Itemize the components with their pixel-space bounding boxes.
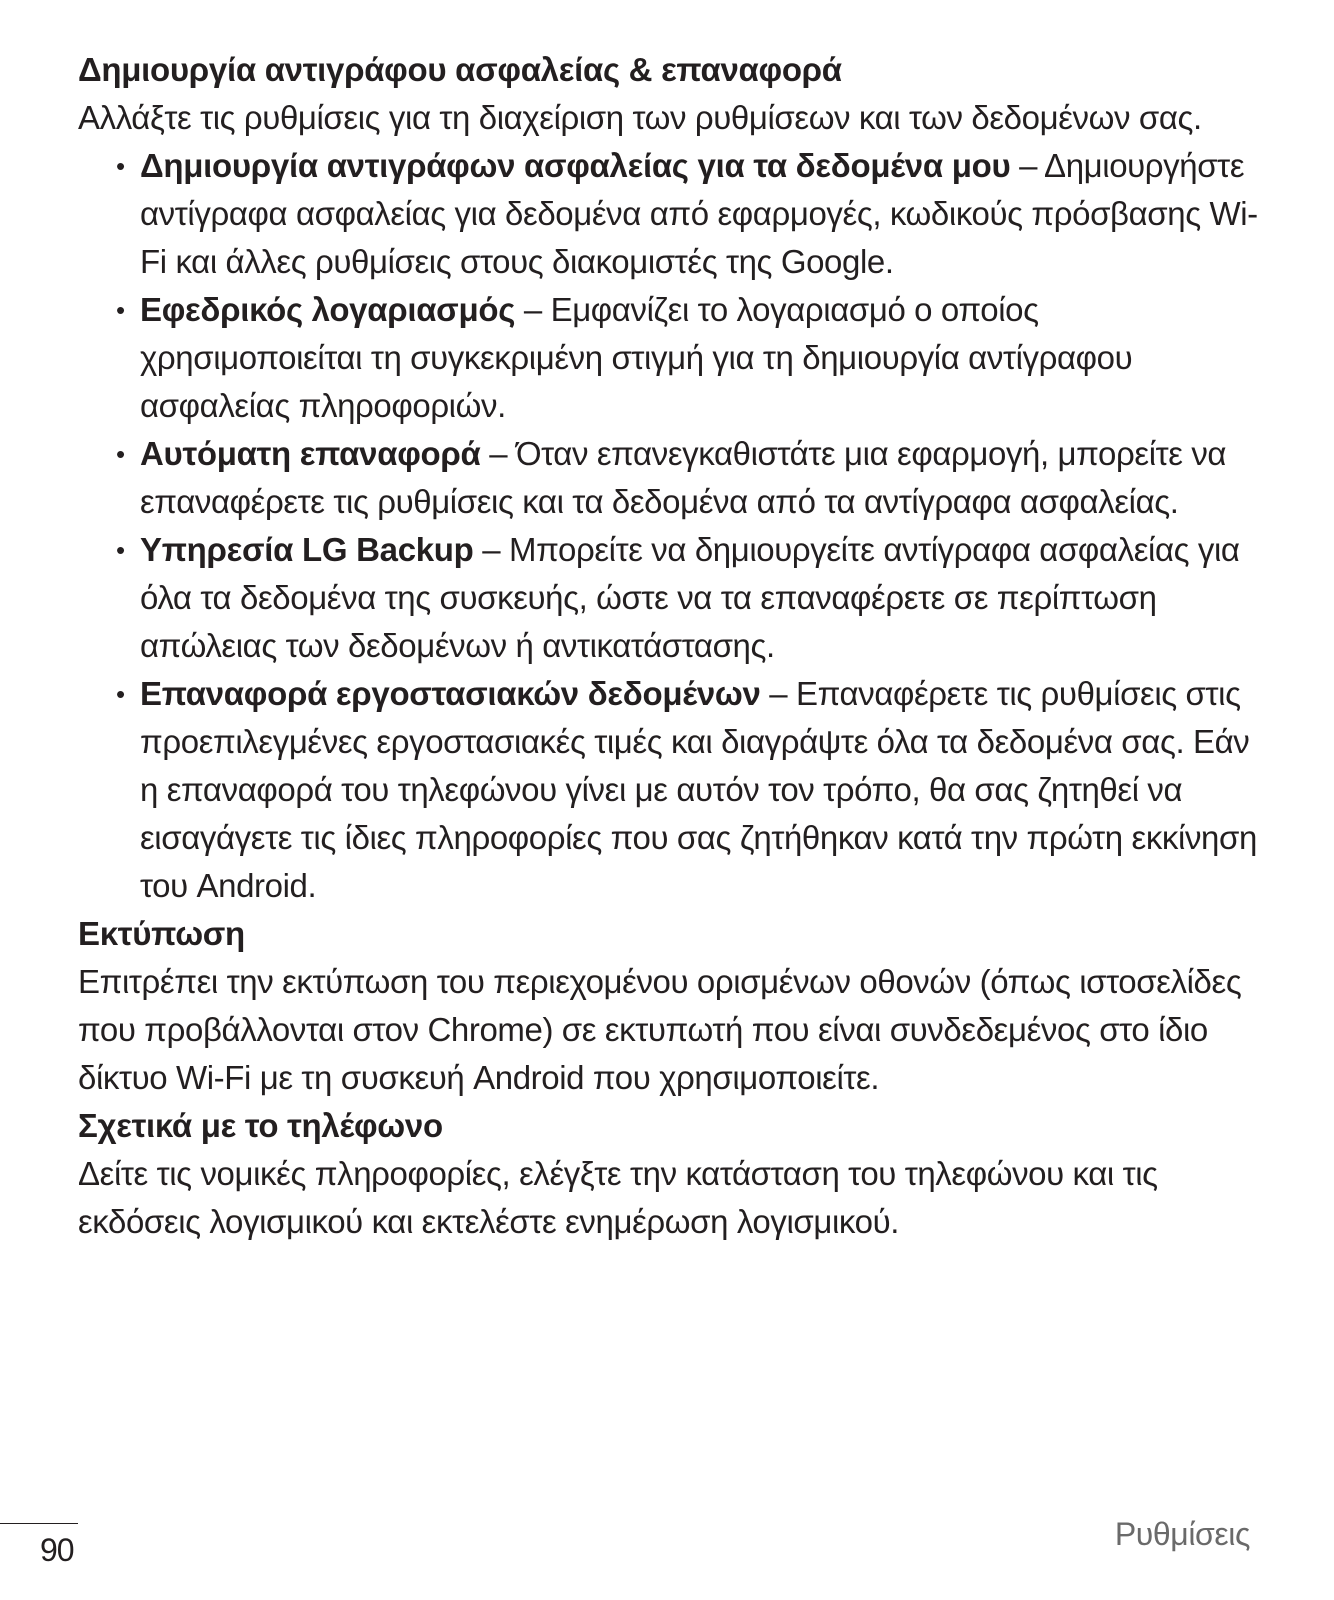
list-item: [116, 286, 1258, 430]
list-item: [116, 526, 1258, 670]
list-item: [116, 142, 1258, 286]
bullet-icon: •: [116, 679, 125, 709]
section-text-printing: Επιτρέπει την εκτύπωση του περιεχομένου ορισμένων οθονών (όπως ιστοσελίδες που προβάλλονται στον Chrome) σε εκτυπωτή που είναι συνδεδεμένος στο ίδιο δίκτυο Wi-Fi με τη συσκευή Android που χρησιμοποιείτε.: [78, 963, 1242, 1096]
list-item-title: Εφεδρικός λογαριασμός: [140, 291, 516, 328]
list-item-separator: –: [515, 291, 551, 328]
backup-options-list: [78, 142, 1258, 910]
bullet-icon: •: [116, 295, 125, 325]
document-page: [78, 46, 1258, 1246]
section-intro-backup: Αλλάξτε τις ρυθμίσεις για τη διαχείριση των ρυθμίσεων και των δεδομένων σας.: [78, 99, 1202, 136]
bullet-icon: •: [116, 439, 125, 469]
list-item-text: Όταν επανεγκαθιστάτε μια εφαρμογή, μπορείτε να επαναφέρετε τις ρυθμίσεις και τα δεδομένα από τα αντίγραφα ασφαλείας.: [140, 435, 1227, 520]
list-item-title: Επαναφορά εργοστασιακών δεδομένων: [140, 675, 761, 712]
bullet-icon: •: [116, 151, 125, 181]
page-number: 90: [40, 1532, 74, 1568]
bullet-icon: •: [116, 535, 125, 565]
list-item: [116, 670, 1258, 910]
list-item-text: Επαναφέρετε τις ρυθμίσεις στις προεπιλεγμένες εργοστασιακές τιμές και διαγράψτε όλα τα δεδομένα σας. Εάν η επαναφορά του τηλεφώνου γίνει με αυτόν τον τρόπο, θα σας ζητηθεί να εισαγάγετε τις ίδιες πληροφορίες που σας ζητήθηκαν κατά την πρώτη εκκίνηση του Android.: [140, 675, 1257, 904]
list-item: [116, 430, 1258, 526]
section-title-printing: Εκτύπωση: [78, 915, 245, 952]
list-item-separator: –: [760, 675, 797, 712]
list-item-separator: –: [480, 435, 516, 472]
running-footer-section: Ρυθμίσεις: [1114, 1516, 1250, 1552]
list-item-title: Δημιουργία αντιγράφων ασφαλείας για τα δεδομένα μου: [140, 147, 1011, 184]
list-item-separator: –: [473, 531, 510, 568]
section-text-about: Δείτε τις νομικές πληροφορίες, ελέγξτε την κατάσταση του τηλεφώνου και τις εκδόσεις λογισμικού και εκτελέστε ενημέρωση λογισμικού.: [78, 1155, 1158, 1240]
section-title-about: Σχετικά με το τηλέφωνο: [78, 1107, 443, 1144]
footer-divider: [0, 1523, 78, 1524]
list-item-text: Εμφανίζει το λογαριασμό ο οποίος χρησιμοποιείται τη συγκεκριμένη στιγμή για τη δημιουργία αντίγραφου ασφαλείας πληροφοριών.: [140, 291, 1133, 424]
list-item-text: Δημιουργήστε αντίγραφα ασφαλείας για δεδομένα από εφαρμογές, κωδικούς πρόσβασης Wi-Fi και άλλες ρυθμίσεις στους διακομιστές της Google.: [140, 147, 1258, 280]
list-item-title: Αυτόματη επαναφορά: [140, 435, 481, 472]
section-title-backup: Δημιουργία αντιγράφου ασφαλείας & επαναφορά: [78, 51, 842, 88]
list-item-separator: –: [1010, 147, 1045, 184]
list-item-text: Μπορείτε να δημιουργείτε αντίγραφα ασφαλείας για όλα τα δεδομένα της συσκευής, ώστε να τα επαναφέρετε σε περίπτωση απώλειας των δεδομένων ή αντικατάστασης.: [140, 531, 1240, 664]
list-item-title: Υπηρεσία LG Backup: [140, 531, 474, 568]
